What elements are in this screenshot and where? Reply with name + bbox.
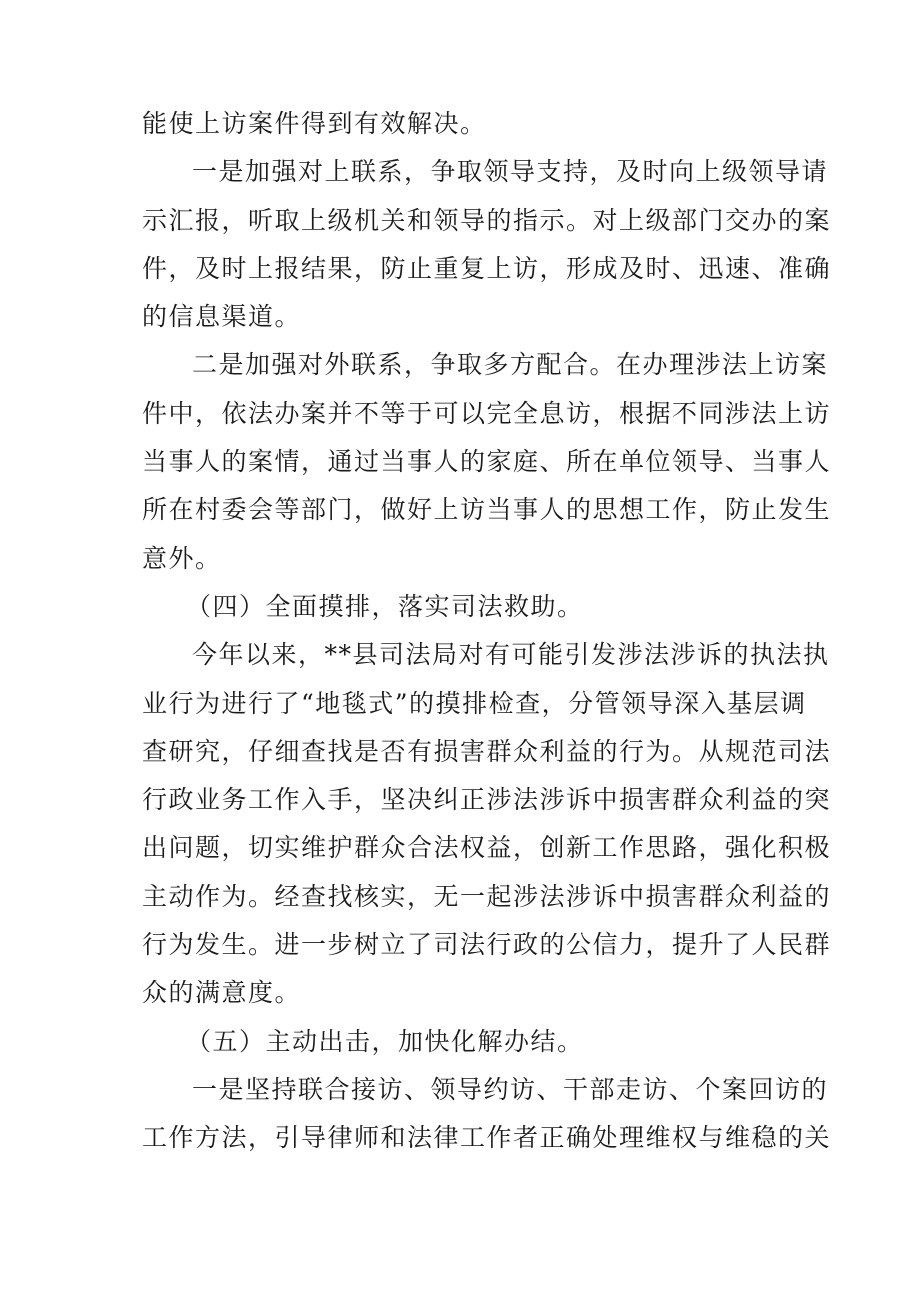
paragraph-line: 查研究，仔细查找是否有损害群众利益的行为。从规范司法 xyxy=(142,736,832,766)
paragraph xyxy=(142,631,832,1017)
paragraph xyxy=(142,100,782,148)
paragraph-line: 工作方法，引导律师和法律工作者正确处理维权与维稳的关 xyxy=(142,1123,832,1153)
paragraph-line: 意外。 xyxy=(142,543,222,573)
paragraph-line: 行为发生。进一步树立了司法行政的公信力，提升了人民群 xyxy=(142,930,832,960)
paragraph-line: 业行为进行了“地毯式”的摸排检查，分管领导深入基层调 xyxy=(142,688,807,718)
document-body xyxy=(142,100,832,1163)
paragraph-line: 能使上访案件得到有效解决。 xyxy=(142,109,487,138)
paragraph xyxy=(142,341,832,582)
heading-text: （五）主动出击，加快化解办结。 xyxy=(186,1026,584,1056)
heading-text: （四）全面摸排，落实司法救助。 xyxy=(186,591,584,621)
paragraph-line: 主动作为。经查找核实，无一起涉法涉诉中损害群众利益的 xyxy=(142,881,832,911)
paragraph-line: 行政业务工作入手，坚决纠正涉法涉诉中损害群众利益的突 xyxy=(142,785,832,815)
paragraph-line: 件，及时上报结果，防止重复上访，形成及时、迅速、准确 xyxy=(142,253,832,283)
paragraph-line: 所在村委会等部门，做好上访当事人的思想工作，防止发生 xyxy=(142,495,832,525)
section-heading xyxy=(142,583,782,631)
paragraph-line: 当事人的案情，通过当事人的家庭、所在单位领导、当事人 xyxy=(142,447,832,477)
paragraph xyxy=(142,148,832,341)
paragraph xyxy=(142,1066,832,1163)
paragraph-line: 一是坚持联合接访、领导约访、干部走访、个案回访的 xyxy=(192,1074,829,1104)
paragraph-line: 二是加强对外联系，争取多方配合。在办理涉法上访案 xyxy=(192,350,829,380)
paragraph-line: 众的满意度。 xyxy=(142,978,302,1008)
paragraph-line: 的信息渠道。 xyxy=(142,302,302,332)
paragraph-line: 出问题，切实维护群众合法权益，创新工作思路，强化积极 xyxy=(142,833,832,863)
section-heading xyxy=(142,1018,782,1066)
paragraph-line: 今年以来，**县司法局对有可能引发涉法涉诉的执法执 xyxy=(192,640,830,670)
paragraph-line: 一是加强对上联系，争取领导支持，及时向上级领导请 xyxy=(192,157,829,187)
paragraph-line: 件中，依法办案并不等于可以完全息访，根据不同涉法上访 xyxy=(142,398,832,428)
paragraph-line: 示汇报，听取上级机关和领导的指示。对上级部门交办的案 xyxy=(142,205,832,235)
